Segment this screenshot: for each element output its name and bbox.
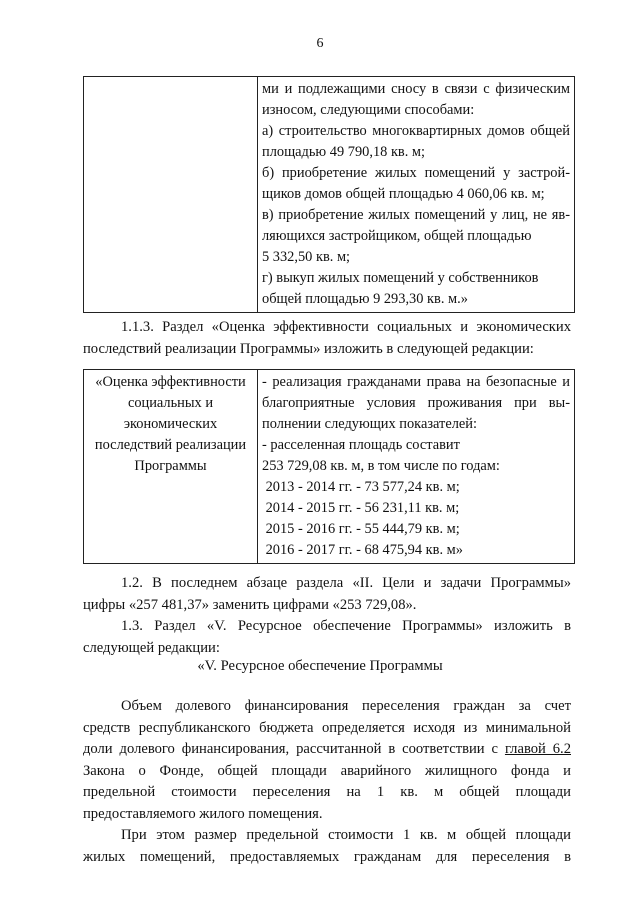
table1-line: общей площадью 9 293,30 кв. м.» [262,291,468,307]
table1-left-cell [84,77,258,313]
table2-right-line: 2013 - 2014 гг. - 73 577,24 кв. м; [262,479,460,495]
table2-right-line: 2014 - 2015 гг. - 56 231,11 кв. м; [262,500,460,516]
table1-line: в) приобретение жилых помещений у лиц, не яв- [262,207,570,223]
table2-left-cell [84,370,258,564]
paragraph-line: предоставляемого жилого помещения. [83,805,323,822]
table2-right-line: - реализация гражданами права на безопасные и [262,374,570,390]
continuation-table [83,76,575,313]
paragraph-line: последствий реализации Программы» изложить в следующей редакции: [83,340,534,357]
paragraph-line: Закона о Фонде, общей площади аварийного жилищного фонда и [83,762,571,779]
paragraph-line: предельной стоимости переселения на 1 кв. м общей площади [83,784,571,800]
table1-line: г) выкуп жилых помещений у собственников [262,270,539,286]
table1-line: б) приобретение жилых помещений у застрой- [262,165,570,181]
paragraph-line: средств республиканского бюджета определяется исходя из минимальной [83,719,571,736]
paragraph-1-2-1-3 [83,573,571,659]
table2-right-line: 253 729,08 кв. м, в том числе по годам: [262,458,500,474]
table1-line: 5 332,50 кв. м; [262,249,351,265]
page-number: 6 [316,36,324,51]
table2-right-line: 2016 - 2017 гг. - 68 475,94 кв. м» [262,542,463,558]
table1-line: щиков домов общей площадью 4 060,06 кв. м; [262,186,545,202]
table1-line: износом, следующими способами: [262,102,475,118]
paragraph-line: Объем долевого финансирования переселения граждан за счет [121,698,571,714]
evaluation-table [83,369,575,564]
paragraph-line: 1.1.3. Раздел «Оценка эффективности социальных и экономических [121,319,571,335]
table2-right-line: благоприятные условия проживания при вы- [262,395,570,411]
table1-right-cell [258,77,575,313]
table2-right-cell [258,370,575,564]
table2-left-line: «Оценка эффективности [95,374,246,390]
table1-line: а) строительство многоквартирных домов общей [262,123,570,139]
paragraph-line: следующей редакции: [83,639,220,656]
paragraph-resources [83,696,571,868]
table2-left-line: Программы [134,458,207,474]
paragraph-1-1-3 [83,317,571,360]
table2-left-line: последствий реализации [94,437,247,453]
paragraph-line: 1.2. В последнем абзаце раздела «II. Цели и задачи Программы» [121,575,571,591]
table2-left-line: социальных и [127,395,214,411]
paragraph-text: доли долевого финансирования, рассчитанной в соответствии с [83,741,499,757]
chapter-link[interactable]: главой 6.2 [504,741,571,757]
paragraph-line: 1.3. Раздел «V. Ресурсное обеспечение Программы» изложить в [121,618,571,634]
paragraph-line: При этом размер предельной стоимости 1 кв. м общей площади [121,827,571,843]
section-heading: «V. Ресурсное обеспечение Программы [197,658,443,674]
table2-right-line: 2015 - 2016 гг. - 55 444,79 кв. м; [262,521,460,537]
table2-right-line: полнении следующих показателей: [262,416,477,432]
table1-line: площадью 49 790,18 кв. м; [262,144,426,160]
table1-line: ляющихся застройщиком, общей площадью [262,228,532,244]
table2-right-line: - расселенная площадь составит [262,437,460,453]
table1-line: ми и подлежащими сносу в связи с физическим [262,81,570,97]
paragraph-line: цифры «257 481,37» заменить цифрами «253 729,08». [83,596,417,613]
paragraph-line-with-link [83,739,571,761]
paragraph-line: жилых помещений, предоставляемых гражданам для переселения в [83,848,571,865]
table2-left-line: экономических [123,416,218,432]
